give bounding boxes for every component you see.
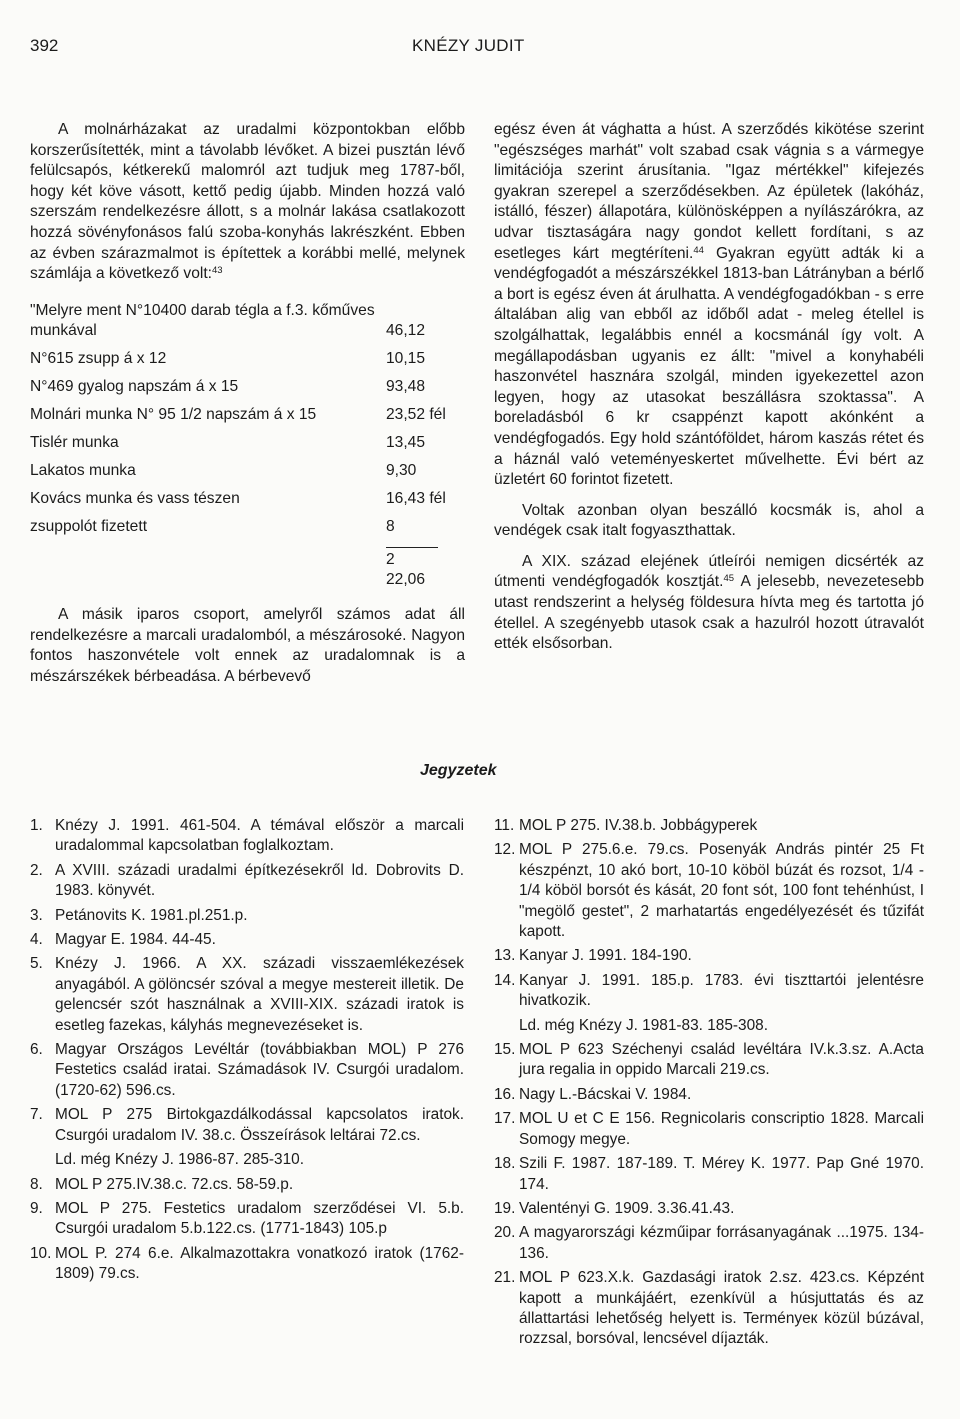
note-item <box>30 930 464 950</box>
note-text: Kanyar J. 1991. 184-190. <box>519 947 692 965</box>
note-number: 5. <box>30 955 43 973</box>
paragraph-text: Gyakran együtt adták ki a vendégfogadót a mészárszékkel 1813-ban Látrányban a bérlő a bort is egész éven át árulhatta. A vendégfogadókban - s erre általában alig van ebből az időből adat - meleg étellel is szolgálhattak, legalábbis ennél a kocsmánál így volt. A megállapodásban ugyanis ez állt: "mivel a konyhabéli haszonvétel hasznára szolgál, minden igyekezettel azon legyen, hogy az utasokat beszállásra szoktassa". A boreladásból 6 kr csappénzt kapott akónként a vendégfogadós. Egy hold szántóföldet, három kaszás rétet és a háznál való veteményeskertet művelhette. Évi bért az üzletért 60 forintot fizetett. <box>494 244 924 489</box>
note-text: Knézy J. 1966. A XX. századi visszaemlékezések anyagából. A gölöncsér szóval a megye mestereit illetik. De gelencsér szót használnak a XVIII-XIX. századi iratok is esetleg fazekas, kályhás megnevezéseket is. <box>55 955 464 1034</box>
note-text: Magyar Országos Levéltár (továbbiakban MOL) P 276 Festetics család iratai. Számadások IV. Csurgói uradalom. (1720-62) 596.cs. <box>55 1041 464 1099</box>
note-text: MOL P 275. Festetics uradalom szerződései VI. 5.b. Csurgói uradalom 5.b.122.cs. (1771-1843) 105.p <box>55 1199 464 1238</box>
table-row <box>30 461 438 489</box>
note-item <box>494 1223 924 1264</box>
note-item <box>30 1040 464 1101</box>
notes-left-column <box>30 816 464 1289</box>
table-row-label: N°615 zsupp á x 12 <box>30 349 167 367</box>
table-row <box>30 301 438 321</box>
paragraph-taverns: Voltak azonban olyan beszálló kocsmák is, ahol a vendégek csak italt fogyaszthattak. <box>494 501 924 540</box>
table-row <box>30 321 438 349</box>
note-item <box>30 816 464 857</box>
table-row <box>30 349 438 377</box>
table-row-value: 9,30 <box>386 461 417 479</box>
note-text <box>519 971 924 1036</box>
note-text: Knézy J. 1991. 461-504. A témával először a marcali uradalommal kapcsolatban foglalkoztam. <box>55 817 464 855</box>
note-number: 6. <box>30 1041 43 1059</box>
table-row-label: N°469 gyalog napszám á x 15 <box>30 377 239 395</box>
note-text: MOL U et C E 156. Regnicolaris conscriptio 1828. Marcali Somogy megye. <box>519 1110 924 1148</box>
table-row-value: 93,48 <box>386 377 426 395</box>
table-row <box>30 433 438 461</box>
table-total-value: 2 22,06 <box>386 547 438 591</box>
note-item <box>494 1109 924 1150</box>
table-row-value: 16,43 fél <box>386 489 446 507</box>
table-total-row <box>30 547 438 591</box>
running-title: KNÉZY JUDIT <box>412 36 525 55</box>
note-item <box>494 946 924 966</box>
note-number: 2. <box>30 861 43 879</box>
note-extra: Ld. még Knézy J. 1986-87. 285-310. <box>55 1151 304 1169</box>
footnote-ref: 45 <box>723 573 735 585</box>
note-number: 4. <box>30 931 43 949</box>
note-item <box>30 1244 464 1285</box>
note-text <box>55 1105 464 1170</box>
table-row <box>30 517 438 545</box>
note-item <box>30 1199 464 1240</box>
note-text: Valentényi G. 1909. 3.36.41.43. <box>519 1199 735 1217</box>
note-number: 8. <box>30 1175 43 1193</box>
note-number: 10. <box>30 1244 52 1262</box>
note-item <box>494 816 924 836</box>
mill-cost-table <box>30 301 446 591</box>
note-text: MOL P 275.6.e. 79.cs. Posenyák András pintér 25 Ft készpénzt, 10 akó bort, 10-10 köböl búzát és rozsot, 1/4 - 1/4 köböl borsót és kását, 20 font sót, 100 font tehénhúst, I "megölő gestet", 2 marhatartás engedélyezését és tűzifát kapott. <box>519 841 924 941</box>
note-text: A magyarországi kézműipar forrásanyagának ...1975. 134-136. <box>519 1224 924 1262</box>
note-item <box>494 1040 924 1081</box>
paragraph-travellers <box>494 552 924 655</box>
right-body-column <box>494 120 924 655</box>
note-text-main: Kanyar J. 1991. 185.p. 1783. évi tiszttartói jelentésre hivatkozik. <box>519 971 924 1010</box>
note-text: MOL P. 274 6.e. Alkalmazottakra vonatkozó iratok (1762-1809) 79.cs. <box>55 1244 464 1283</box>
paragraph-text: A molnárházakat az uradalmi központokban előbb korszerűsítették, mint a távolabb lévőket. A bizei pusztán lévő felülcsapós, kétkerekű malomról azt tudjuk meg 1787-ből, hogy két köve vásott, kettő pedig újabb. Minden hozzá való szerszám rendelkezésre állott, s a molnár lakása csatlakozott hozzá sövényfonásos falú szoba-konyhás lakrészként. Ebben az évben szárazmalmot is építettek a korábbi mellé, melynek számlája a következő volt: <box>30 121 465 283</box>
note-item <box>494 971 924 1036</box>
table-row <box>30 489 446 517</box>
page-number: 392 <box>30 36 59 55</box>
note-item <box>494 1199 924 1219</box>
note-item <box>494 1268 924 1350</box>
note-number: 21. <box>494 1269 516 1287</box>
table-row-label: Tislér munka <box>30 433 119 451</box>
note-number: 13. <box>494 947 516 965</box>
note-number: 7. <box>30 1106 43 1124</box>
left-body-column <box>30 120 465 687</box>
note-number: 11. <box>494 817 515 834</box>
paragraph-mill-houses <box>30 120 465 285</box>
table-row-value: 8 <box>386 517 395 535</box>
footnote-ref: 43 <box>212 265 223 277</box>
table-row-label: munkával <box>30 321 97 339</box>
note-number: 1. <box>30 817 43 834</box>
table-row-label: "Melyre ment N°10400 darab tégla a f.3. kőműves <box>30 301 375 319</box>
table-row-label: zsuppolót fizetett <box>30 517 148 535</box>
note-extra: Ld. még Knézy J. 1981-83. 185-308. <box>519 1016 768 1034</box>
table-row-value: 10,15 <box>386 349 426 367</box>
note-text-main: MOL P 275 Birtokgazdálkodással kapcsolatos iratok. Csurgói uradalom IV. 38.c. Összeírások leltárai 72.cs. <box>55 1106 464 1144</box>
note-number: 14. <box>494 971 516 989</box>
note-text: MOL P 623.X.k. Gazdasági iratok 2.sz. 423.cs. Képzént kapott a munkájáért, ezenkívül a húsjuttatás és az állattartási lehetőség helyett is. Terményeк közül búzával, rozzsal, borsóval, lencsével díjazták. <box>519 1269 924 1348</box>
note-item <box>494 1085 924 1105</box>
note-number: 9. <box>30 1199 43 1217</box>
table-row-label: Lakatos munka <box>30 461 136 479</box>
note-text: Szili F. 1987. 187-189. T. Mérey K. 1977. Pap Gné 1970. 174. <box>519 1155 924 1193</box>
note-item <box>494 840 924 942</box>
note-number: 20. <box>494 1224 516 1242</box>
note-text: Nagy L.-Bácskai V. 1984. <box>519 1085 692 1103</box>
table-row-value: 46,12 <box>386 321 426 339</box>
note-number: 15. <box>494 1041 516 1059</box>
note-item <box>30 906 464 926</box>
note-text: A XVIII. századi uradalmi építkezésekről ld. Dobrovits D. 1983. könyvét. <box>55 861 464 900</box>
table-row-label: Kovács munka és vass tészen <box>30 489 240 507</box>
notes-heading: Jegyzetek <box>420 762 497 779</box>
note-number: 3. <box>30 906 43 924</box>
table-row-value: 13,45 <box>386 433 426 451</box>
paragraph-butchers: A másik iparos csoport, amelyről számos adat áll rendelkezésre a marcali uradalomból, a mészárosoké. Nagyon fontos haszonvétele volt ennek az uradalomnak is a mészárszékek bérbeadása. A bérbevevő <box>30 605 465 685</box>
note-text: MOL P 623 Széchenyi család levéltára IV.k.3.sz. A.Acta jura regalia in oppido Marcali 219.cs. <box>519 1041 924 1079</box>
paragraph-text: A jelesebb, nevezetesebb utast rendszerint a helység földesura hívta meg és tartotta jó étellel. A szegényebb utasok csak a hazulról hozott útravalót ették elsősorban. <box>494 573 925 653</box>
note-text: Magyar E. 1984. 44-45. <box>55 931 216 949</box>
table-row <box>30 377 438 405</box>
table-row-label: Molnári munka N° 95 1/2 napszám á x 15 <box>30 405 317 423</box>
note-item <box>30 861 464 902</box>
note-item <box>30 1175 464 1195</box>
paragraph-text: A XIX. század elejének útleírói nemigen dicsérték az útmenti vendégfogadók kosztját. <box>494 552 924 591</box>
note-number: 12. <box>494 841 516 859</box>
note-number: 19. <box>494 1199 516 1217</box>
paragraph-text: egész éven át vághatta a húst. A szerződés kikötése szerint "egészséges marhát" volt szabad csak vágnia s a vármegye limitációja szerint árusítania. "Igaz mértékkel" kifejezés gyakran szerepel a szerződésekben. Az épületek (lakóház, istálló, fészer) állapotára, különösképpen a nyílászárókra, az udvar tisztaságára nagy gondot kellett fordítani, s az esetleges kárt megtéríteni. <box>494 121 924 262</box>
footnote-ref: 44 <box>693 244 704 256</box>
note-number: 18. <box>494 1155 516 1173</box>
note-text: MOL P 275. IV.38.b. Jobbágyperek <box>519 817 758 834</box>
table-row <box>30 405 446 433</box>
table-row-value: 23,52 fél <box>386 405 446 423</box>
note-number: 16. <box>494 1085 516 1103</box>
paragraph-lease-terms <box>494 120 924 491</box>
note-item <box>494 1154 924 1195</box>
note-text: Petánovits K. 1981.pl.251.p. <box>55 906 248 924</box>
note-item <box>30 1105 464 1170</box>
note-item <box>30 954 464 1036</box>
note-number: 17. <box>494 1110 516 1128</box>
notes-right-column <box>494 816 924 1354</box>
note-text: MOL P 275.IV.38.c. 72.cs. 58-59.p. <box>55 1175 294 1193</box>
